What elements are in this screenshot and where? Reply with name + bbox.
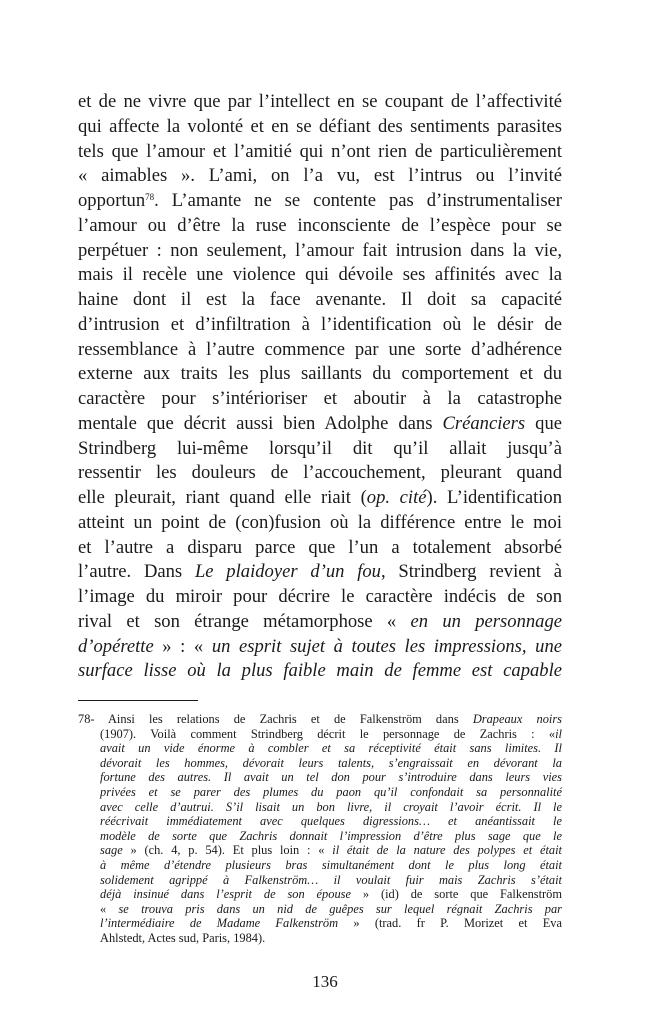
body-text-line [78, 437, 562, 462]
body-text-line [78, 239, 562, 264]
body-text-line [78, 313, 562, 338]
italic-text: dévorait les hommes, dévorait leurs talents, s’engraissait en dévorant la [100, 755, 562, 770]
italic-text: l’intermédiaire de Madame Falkenström [100, 916, 339, 931]
text-run: » : « [153, 635, 212, 657]
text-run: » (ch. 4, p. 54). Et plus loin : « [122, 843, 333, 858]
text-run: (1907). Voilà comment Strindberg décrit le personnage de Zachris : « [100, 726, 556, 741]
text-run: « [100, 901, 119, 916]
main-text [78, 90, 562, 684]
body-text-line [78, 536, 562, 561]
body-text-line [78, 362, 562, 387]
italic-text: il était de la nature des polypes et était [332, 843, 562, 858]
italic-text: modèle de sorte que Zachris donnait l’impression d’être plus sage que le [100, 828, 562, 843]
body-text-line [78, 585, 562, 610]
footnote-78 [78, 712, 562, 946]
italic-text: Drapeaux noirs [472, 712, 562, 726]
italic-text: avait un vide énorme à combler et sa réceptivité était sans limites. Il [100, 741, 562, 756]
footnote-line [78, 858, 562, 873]
body-text-line [78, 90, 562, 115]
body-text-line [78, 214, 562, 239]
footnote-line [78, 902, 562, 917]
footnote-line [78, 843, 562, 858]
italic-text: se trouva pris dans un nid de guêpes sur lequel régnait Zachris par [118, 901, 563, 916]
text-run: que [525, 412, 562, 434]
text-run: mais il recèle une violence qui dévoile ses affinités avec la [78, 264, 562, 286]
text-run: ressemblance à l’autre commence par une sorte d’adhérence [78, 338, 562, 360]
text-run: . L’amante ne se contente pas d’instrumentaliser [154, 190, 562, 211]
text-run: et l’autre a disparu parce que l’un a totalement absorbé [78, 536, 562, 558]
italic-text: déjà insinué dans l’esprit de son épouse [100, 887, 351, 902]
text-run: l’autre. Dans [78, 561, 195, 583]
text-run: opportun [78, 190, 146, 211]
text-run: perpétuer : non seulement, l’amour fait intrusion dans la vie, [78, 239, 562, 261]
footnote-line [78, 756, 562, 771]
text-run: haine dont il est la face avenante. Il doit sa capacité [78, 289, 562, 310]
footnote-line [78, 814, 562, 829]
text-run: d’intrusion et d’infiltration à l’identification où le désir de [78, 313, 562, 335]
body-text-line [78, 140, 562, 165]
italic-text: avec celle d’autrui. S’il lisait un bon livre, il croyait l’avoir écrit. Il le [100, 799, 562, 814]
text-run: ). L’identification [426, 487, 562, 508]
text-run: Ahlstedt, Actes sud, Paris, 1984). [100, 930, 266, 945]
italic-text: en un personnage [410, 610, 563, 632]
footnote-line [78, 800, 562, 815]
text-run: ressentir les douleurs de l’accouchement, pleurant quand [78, 462, 562, 484]
footnote-line [78, 741, 562, 756]
text-run: » (id) de sorte que Falkenström [350, 887, 562, 902]
text-run: 78- Ainsi les relations de Zachris et de Falkenström dans [78, 712, 473, 726]
body-text-line [78, 164, 562, 189]
footnote-line [78, 770, 562, 785]
text-run: , Strindberg revient à [380, 561, 562, 583]
footnote-separator [78, 700, 198, 701]
text-run: » (trad. fr P. Morizet et Eva [338, 916, 562, 931]
body-text-line [78, 263, 562, 288]
italic-text: solidement agrippé à Falkenström… il voulait fuir mais Zachris s’était [100, 872, 562, 887]
italic-text: Le plaidoyer d’un fou [194, 561, 381, 583]
text-run: rival et son étrange métamorphose « [78, 610, 411, 632]
text-run: « aimables ». L’ami, on l’a vu, est l’intrus ou l’invité [78, 165, 562, 187]
body-text-line [78, 635, 562, 660]
italic-text: surface lisse où la plus faible main de femme est capable [78, 660, 562, 682]
text-run: tels que l’amour et l’amitié qui n’ont rien de particulièrement [78, 140, 562, 162]
text-run: Strindberg lui-même lorsqu’il dit qu’il allait jusqu’à [78, 437, 562, 459]
italic-text: privées et se parer des plumes du paon qu’il confondait sa personnalité [100, 784, 562, 799]
body-text-line [78, 412, 562, 437]
footnote-line [78, 916, 562, 931]
footnote-line [78, 712, 562, 727]
italic-text: à même d’étendre plusieurs bras simultanément dont le plus long était [100, 857, 562, 872]
text-run: l’image du miroir pour décrire le caractère indécis de son [78, 586, 562, 607]
footnote-reference: 78 [145, 192, 155, 202]
italic-text: Créanciers [442, 412, 526, 434]
text-run: qui affecte la volonté et en se défiant des sentiments parasites [78, 115, 562, 137]
text-run: et de ne vivre que par l’intellect en se coupant de l’affectivité [78, 91, 562, 112]
body-text-line [78, 511, 562, 536]
footnote-line [78, 829, 562, 844]
italic-text: sage [100, 843, 123, 858]
body-text-line [78, 461, 562, 486]
body-text-line [78, 338, 562, 363]
italic-text: op. cité [366, 487, 427, 508]
italic-text: d’opérette [78, 635, 154, 657]
text-run: l’amour ou d’être la ruse inconsciente de l’espèce pour se [78, 214, 562, 236]
body-text-line [78, 486, 562, 511]
italic-text: réécrivait immédiatement avec quelques digressions… et anéantissait le [100, 814, 562, 829]
footnote-line [78, 873, 562, 888]
body-text-line [78, 189, 562, 214]
body-text-line [78, 560, 562, 585]
italic-text: il [555, 726, 562, 741]
footnote-line [78, 785, 562, 800]
body-text-line [78, 288, 562, 313]
footnote-line [78, 931, 562, 946]
text-run: externe aux traits les plus saillants du comportement et du [78, 363, 562, 385]
body-text-line [78, 387, 562, 412]
text-run: elle pleurait, riant quand elle riait ( [78, 487, 367, 508]
footnote-line [78, 887, 562, 902]
body-text-line [78, 659, 562, 684]
page-number: 136 [312, 972, 338, 991]
body-text-line [78, 115, 562, 140]
text-run: mentale que décrit aussi bien Adolphe dans [78, 412, 443, 434]
footnote-line [78, 727, 562, 742]
italic-text: fortune des autres. Il avait un tel don pour s’introduire dans leurs vies [100, 770, 562, 785]
italic-text: un esprit sujet à toutes les impressions, une [211, 635, 563, 657]
text-run: caractère pour s’intérioriser et aboutir à la catastrophe [78, 388, 562, 409]
text-run: atteint un point de (con)fusion où la différence entre le moi [78, 511, 562, 533]
body-text-line [78, 610, 562, 635]
